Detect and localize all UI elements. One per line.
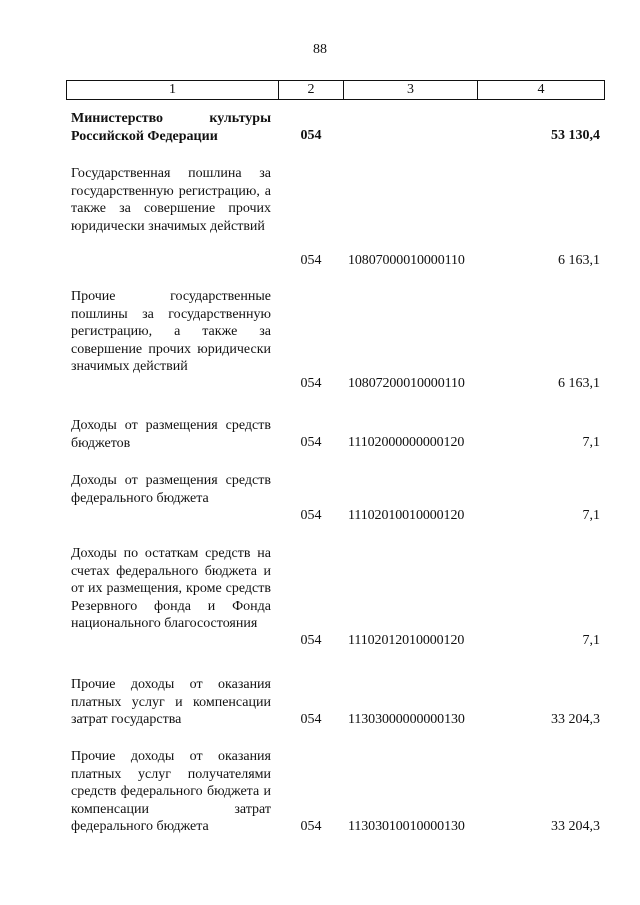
row-amount: 6 163,1	[558, 376, 600, 391]
page-number: 88	[313, 42, 327, 57]
row-amount: 6 163,1	[558, 253, 600, 268]
row-code: 054	[300, 819, 322, 834]
row-code: 054	[300, 712, 322, 727]
row-amount: 33 204,3	[551, 819, 600, 834]
row-code: 054	[300, 376, 322, 391]
row-amount: 7,1	[582, 633, 600, 648]
row-code: 054	[300, 633, 322, 648]
column-header-2: 2	[278, 81, 343, 99]
row-kbk: 10807000010000110	[348, 253, 465, 268]
column-header-1: 1	[169, 82, 176, 97]
row-name: Министерство культуры Российской Федерации	[71, 111, 271, 144]
table-header	[66, 80, 605, 100]
row-kbk: 11303000000000130	[348, 712, 465, 727]
row-kbk: 11303010010000130	[348, 819, 465, 834]
column-header-3: 3	[343, 81, 477, 99]
row-amount: 7,1	[582, 435, 600, 450]
row-kbk: 10807200010000110	[348, 376, 465, 391]
row-code: 054	[300, 508, 322, 523]
row-amount: 33 204,3	[551, 712, 600, 727]
row-code: 054	[300, 435, 322, 450]
row-code: 054	[300, 128, 322, 143]
row-code: 054	[300, 253, 322, 268]
row-kbk: 11102012010000120	[348, 633, 465, 648]
row-kbk: 11102000000000120	[348, 435, 465, 450]
row-name: Прочие государственные пошлины за государственную регистрацию, а также за совершение прочих юридически значимых действий	[71, 289, 271, 374]
row-name: Государственная пошлина за государственную регистрацию, а также за совершение прочих юридически значимых действий	[71, 166, 271, 234]
row-amount: 7,1	[582, 508, 600, 523]
column-header-4: 4	[477, 81, 604, 99]
row-name: Прочие доходы от оказания платных услуг и компенсации затрат государства	[71, 677, 271, 727]
row-name: Прочие доходы от оказания платных услуг получателями средств федерального бюджета и компенсации затрат федерального бюджета	[71, 749, 271, 834]
row-name: Доходы по остаткам средств на счетах федерального бюджета и от их размещения, кроме средств Резервного фонда и Фонда национального благосостояния	[71, 546, 271, 631]
row-kbk: 11102010010000120	[348, 508, 465, 523]
row-name: Доходы от размещения средств федерального бюджета	[71, 473, 271, 506]
row-name: Доходы от размещения средств бюджетов	[71, 418, 271, 451]
row-amount: 53 130,4	[551, 128, 600, 143]
